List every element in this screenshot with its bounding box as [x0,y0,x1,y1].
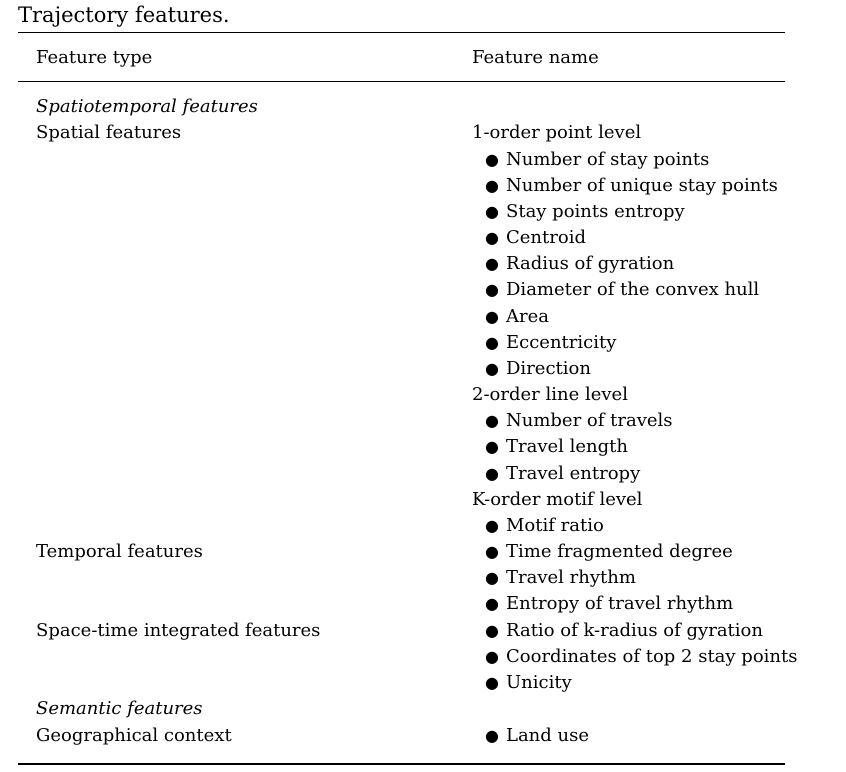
table-row [0,356,846,382]
bullet-icon: ● [485,176,499,195]
table-row [0,382,846,408]
feature-name-item: Land use [506,725,590,746]
bullet-icon: ● [485,150,499,169]
feature-name-item: Area [506,306,549,327]
bullet-icon: ● [485,228,499,247]
section-heading: Semantic features [36,698,203,719]
table-row [0,618,846,644]
feature-name-item: Entropy of travel rhythm [506,593,734,614]
feature-name-item: Stay points entropy [506,201,685,222]
feature-name-item: Motif ratio [506,515,604,536]
feature-level-label: 1-order point level [472,122,642,143]
top-rule [18,32,785,33]
feature-type-cell: Geographical context [36,725,232,746]
bullet-icon: ● [485,568,499,587]
table-caption: Trajectory features. [18,3,230,27]
feature-name-item: Number of stay points [506,149,710,170]
feature-name-item: Travel length [506,436,628,457]
bullet-icon: ● [485,726,499,745]
feature-name-item: Travel entropy [506,463,641,484]
table-row [0,94,846,120]
bullet-icon: ● [485,280,499,299]
table-row [0,591,846,617]
feature-name-item: Diameter of the convex hull [506,279,760,300]
table-row [0,173,846,199]
feature-level-label: K-order motif level [472,489,643,510]
feature-name-item: Unicity [506,672,572,693]
table-row [0,408,846,434]
table-row [0,199,846,225]
feature-type-cell: Temporal features [36,541,203,562]
feature-name-item: Coordinates of top 2 stay points [506,646,798,667]
table-row [0,487,846,513]
feature-level-label: 2-order line level [472,384,628,405]
feature-name-item: Direction [506,358,591,379]
table-row [0,251,846,277]
table-row [0,330,846,356]
bullet-icon: ● [485,594,499,613]
bullet-icon: ● [485,411,499,430]
table-row [0,644,846,670]
header-feature-name: Feature name [472,47,599,68]
feature-name-item: Ratio of k-radius of gyration [506,620,763,641]
bottom-rule [18,763,785,765]
bullet-icon: ● [485,673,499,692]
feature-name-item: Travel rhythm [506,567,636,588]
bullet-icon: ● [485,464,499,483]
bullet-icon: ● [485,359,499,378]
bullet-icon: ● [485,333,499,352]
table-row [0,696,846,722]
table-row [0,304,846,330]
table-row [0,147,846,173]
feature-type-cell: Space-time integrated features [36,620,321,641]
section-heading: Spatiotemporal features [36,96,258,117]
bullet-icon: ● [485,542,499,561]
table-row [0,723,846,749]
feature-name-item: Radius of gyration [506,253,675,274]
table-row [0,565,846,591]
table-row [0,225,846,251]
bullet-icon: ● [485,202,499,221]
table-row [0,670,846,696]
bullet-icon: ● [485,437,499,456]
feature-type-cell: Spatial features [36,122,182,143]
bullet-icon: ● [485,621,499,640]
bullet-icon: ● [485,516,499,535]
header-feature-type: Feature type [36,47,153,68]
table-row [0,461,846,487]
feature-name-item: Number of travels [506,410,673,431]
feature-name-item: Number of unique stay points [506,175,778,196]
table-row [0,513,846,539]
bullet-icon: ● [485,307,499,326]
table-row [0,120,846,146]
feature-name-item: Centroid [506,227,586,248]
feature-name-item: Time fragmented degree [506,541,733,562]
bullet-icon: ● [485,647,499,666]
table-row [0,277,846,303]
feature-name-item: Eccentricity [506,332,617,353]
table-row [0,434,846,460]
header-rule [18,81,785,82]
table-row [0,539,846,565]
bullet-icon: ● [485,254,499,273]
